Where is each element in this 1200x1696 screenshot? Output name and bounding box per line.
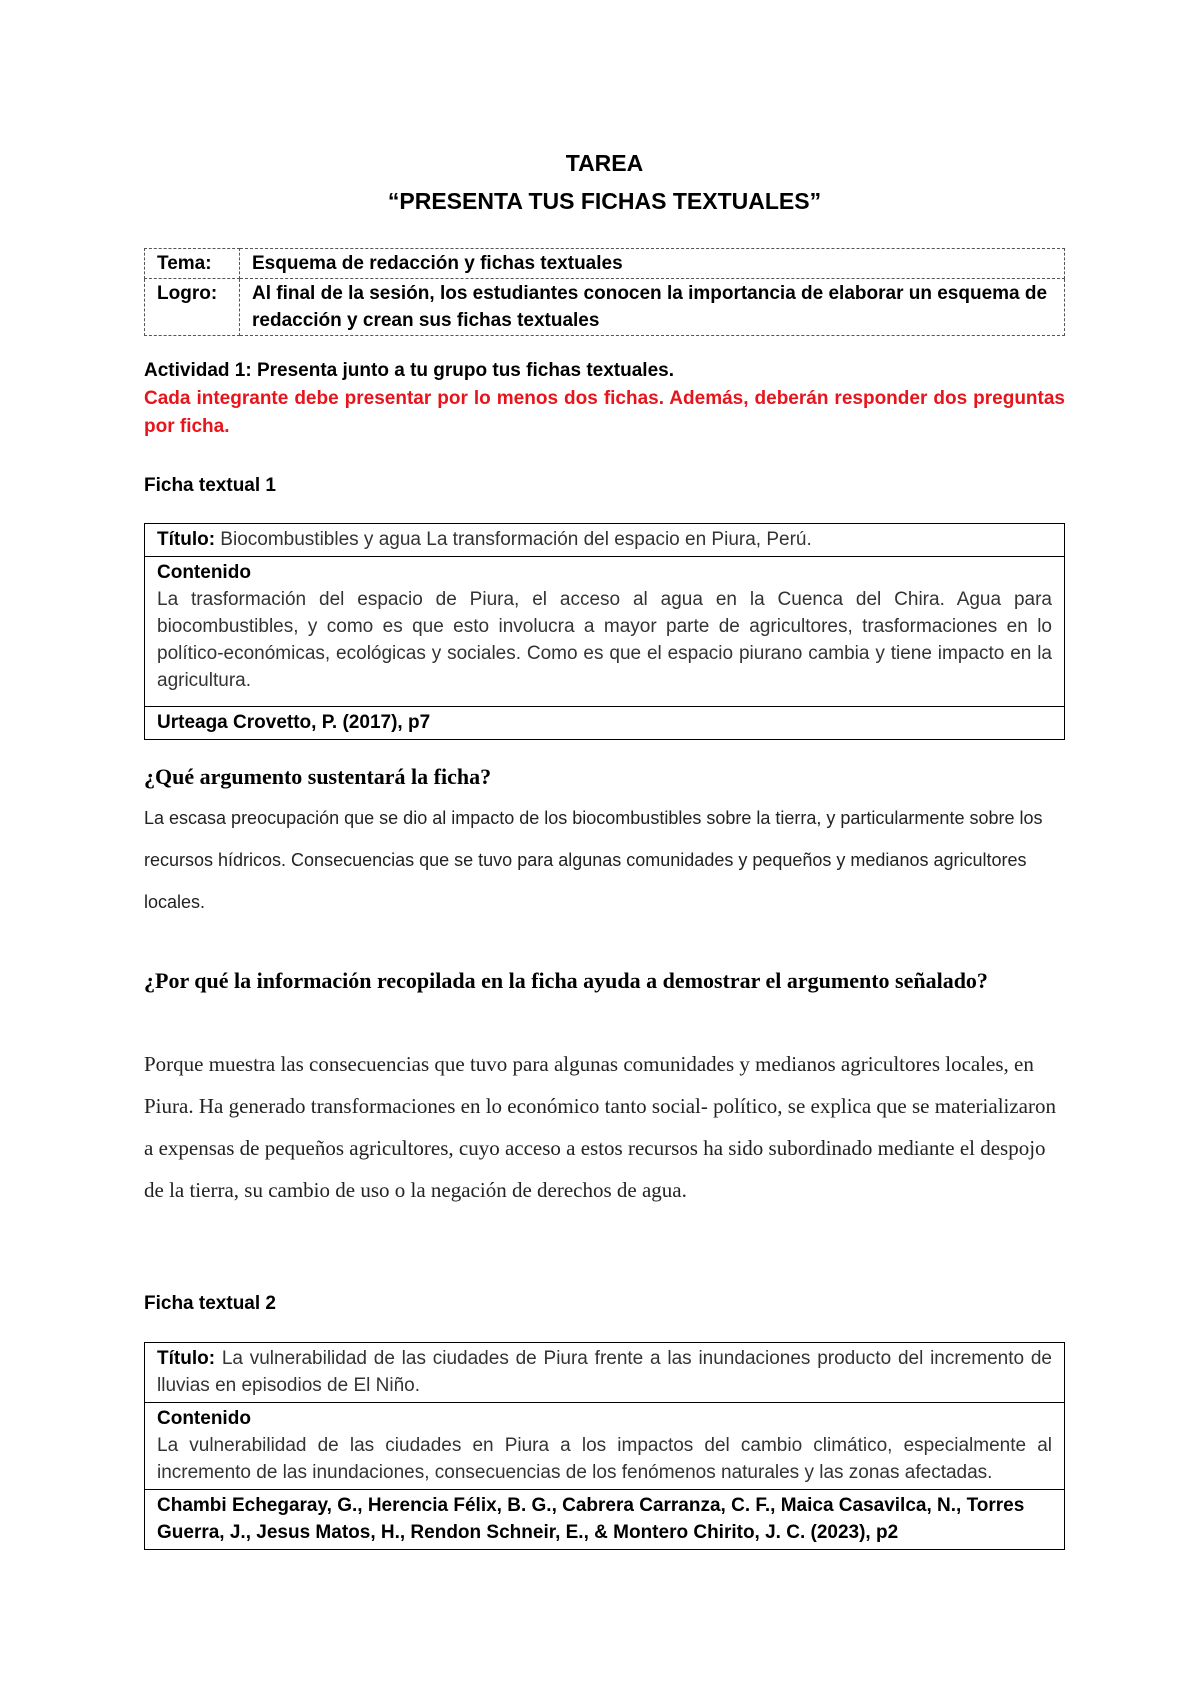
activity-title: Actividad 1: Presenta junto a tu grupo tus fichas textuales. [144,360,674,381]
ficha1-titulo-value: Biocombustibles y agua La transformación del espacio en Piura, Perú. [215,529,812,550]
ficha2-titulo-label: Título: [157,1348,216,1369]
ficha1-titulo-label: Título: [157,529,216,550]
tema-label: Tema: [145,249,240,279]
ficha2-titulo-cell [145,1343,1065,1403]
ficha1-card [144,523,1065,740]
meta-table [144,248,1065,336]
ficha2-card [144,1342,1065,1550]
tema-value: Esquema de redacción y fichas textuales [240,249,1065,279]
ficha2-titulo-value: La vulnerabilidad de las ciudades de Piura frente a las inundaciones producto del incremento de lluvias en episodios de El Niño. [157,1348,1052,1396]
ficha2-contenido-row [145,1403,1065,1490]
ficha1-titulo-row [145,524,1065,557]
ficha2-cita-row [145,1490,1065,1550]
ficha2-contenido-label: Contenido [157,1408,251,1429]
ficha1-contenido-text: La trasformación del espacio de Piura, el acceso al agua en la Cuenca del Chira. Agua para biocombustibles, y como es que esto involucra a mayor parte de agricultores, trasformaciones en lo político-económicas, ecológicas y sociales. Como es que el espacio piurano cambia y tiene impacto en la agricultura. [157,589,1052,691]
ficha1-label: Ficha textual 1 [144,475,276,496]
ficha2-contenido-cell [145,1403,1065,1490]
ficha1-answer-1: La escasa preocupación que se dio al impacto de los biocombustibles sobre la tierra, y particularmente sobre los recursos hídricos. Consecuencias que se tuvo para algunas comunidades y pequeños y medianos agricultores locales. [144,808,1043,912]
activity-block [144,357,1065,441]
ficha2-cita: Chambi Echegaray, G., Herencia Félix, B. G., Cabrera Carranza, C. F., Maica Casavilca, N., Torres Guerra, J., Jesus Matos, H., Rendon Schneir, E., & Montero Chirito, J. C. (2023), p2 [145,1490,1065,1550]
ficha2-titulo-row [145,1343,1065,1403]
logro-label: Logro: [145,279,240,336]
logro-value: Al final de la sesión, los estudiantes conocen la importancia de elaborar un esquema de redacción y crean sus fichas textuales [240,279,1065,336]
ficha1-question-2: ¿Por qué la información recopilada en la ficha ayuda a demostrar el argumento señalado? [144,968,988,993]
ficha1-contenido-cell [145,557,1065,707]
ficha1-question-1: ¿Qué argumento sustentará la ficha? [144,764,492,789]
document-title: TAREA [565,150,644,176]
document-subtitle: “PRESENTA TUS FICHAS TEXTUALES” [387,188,822,214]
ficha1-contenido-label: Contenido [157,562,251,583]
ficha1-titulo-cell [145,524,1065,557]
ficha1-answer-2: Porque muestra las consecuencias que tuvo para algunas comunidades y medianos agricultores locales, en Piura. Ha generado transformaciones en lo económico tanto social- político, se explica que se materializaron a expensas de pequeños agricultores, cuyo acceso a estos recursos ha sido subordinado mediante el despojo de la tierra, su cambio de uso o la negación de derechos de agua. [144,1052,1056,1202]
activity-instruction: Cada integrante debe presentar por lo menos dos fichas. Además, deberán responder dos preguntas por ficha. [144,388,1065,437]
ficha1-cita: Urteaga Crovetto, P. (2017), p7 [145,707,1065,740]
meta-row-logro [145,279,1065,336]
ficha2-contenido-text: La vulnerabilidad de las ciudades en Piura a los impactos del cambio climático, especialmente al incremento de las inundaciones, consecuencias de los fenómenos naturales y las zonas afectadas. [157,1435,1052,1483]
meta-row-tema [145,249,1065,279]
ficha1-cita-row [145,707,1065,740]
ficha2-label: Ficha textual 2 [144,1293,276,1314]
ficha1-contenido-row [145,557,1065,707]
